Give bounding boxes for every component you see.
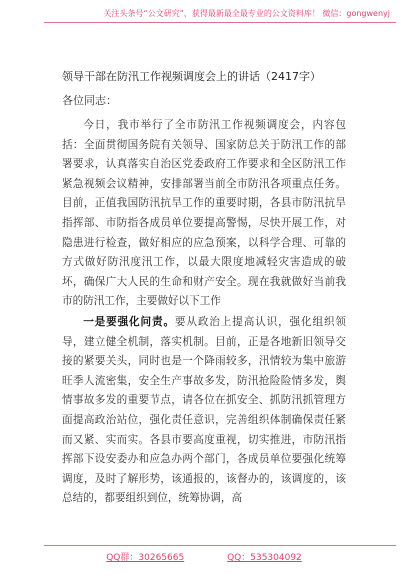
body-paragraph-2 xyxy=(62,313,346,509)
qq-contact-link[interactable]: QQ：535304092 xyxy=(227,553,302,563)
paragraph-2-text: 要从政治上提高认识，强化组织领导，建立健全机制，落实机制。目前，正是各地新旧领导交接的紧要关头，同时也是一个降雨较多，汛情较为集中旅游旺季人流密集，安全生产事故多发，防汛抢险险情多发，舆情事故多发的重要节点，请各位在抓安全、抓防汛抓管理方面提高政治站位，强化责任意识，完善组织体制确保责任紧而又紧、实而实。各县市要高度重视，切实推进，市防汛指挥部下设安委办和应急办两个部门，各成员单位要强化统筹调度，及时了解形势，该通报的，该督办的，该调度的，该总结的，都要组织到位，统筹协调，高 xyxy=(62,315,347,505)
body-paragraph-1: 今日，我市举行了全市防汛工作视频调度会，内容包括：全面贯彻国务院有关领导、国家防总关于防汛工作的部署要求，认真落实自治区党委政府工作要求和全区防汛工作紧急视频会议精神，安排部署当前全市防汛各项重点任务。目前，正值我国防汛抗旱工作的重要时期，各县市防汛抗旱指挥部、市防指各成员单位要提高警惕，尽快开展工作，对隐患进行检查，做好相应的应急预案，以科学合理、可靠的方式做好防汛度汛工作，以最大限度地减轻灾害造成的破坏，确保广大人民的生命和财产安全。现在我就做好当前我市的防汛工作，主要做好以下工作 xyxy=(62,119,346,308)
page-footer xyxy=(0,550,408,563)
paragraph-lead: 一是要强化问责。 xyxy=(83,315,175,328)
salutation: 各位同志： xyxy=(62,94,117,107)
qq-group-link[interactable]: QQ群：30265665 xyxy=(106,553,185,563)
page-header: 关注头条号“公文研究”，获得最新最全最专业的公文资料库！ 微信：gongwenyj xyxy=(103,9,390,18)
header-divider xyxy=(44,22,396,23)
document-body xyxy=(62,116,346,509)
document-title: 领导干部在防汛工作视频调度会上的讲话（2417字） xyxy=(62,70,321,83)
footer-divider xyxy=(44,545,396,546)
